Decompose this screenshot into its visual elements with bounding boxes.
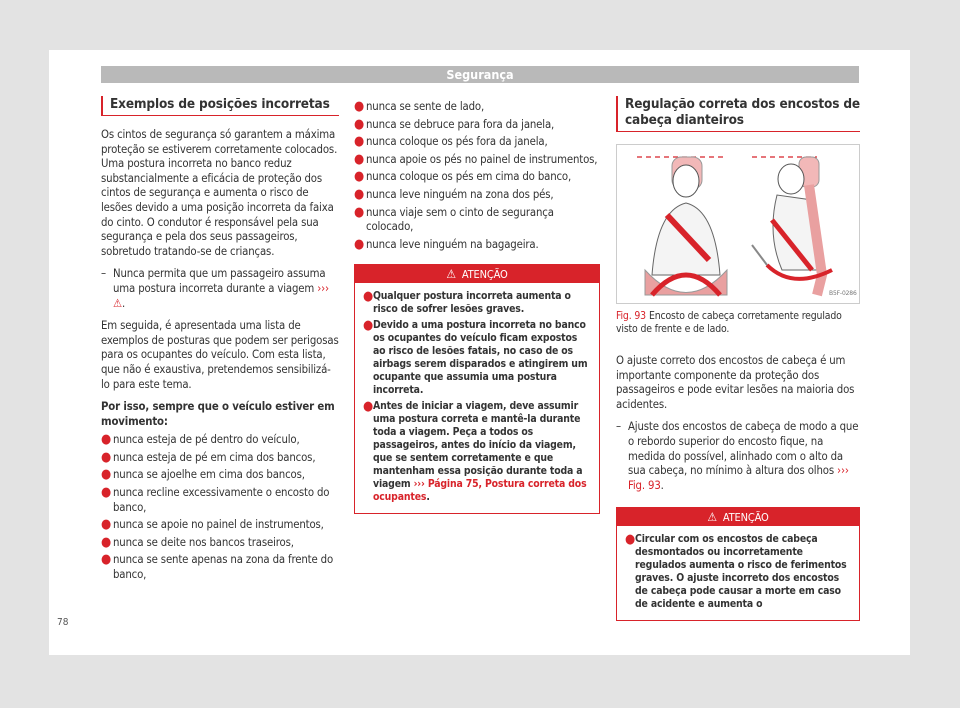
bullet-icon: ● xyxy=(363,289,374,305)
list-item: ● nunca coloque os pés fora da janela, xyxy=(354,134,548,150)
intro-paragraph: Os cintos de segurança só garantem a máxima proteção se estiverem corretamente colocados. Uma postura incorreta no banco reduz substancialmente a eficácia de proteção dos cintos de segurança e aumenta o risco de lesões devido a uma posição incorreta da faixa do cinto. O condutor é responsável pela sua segurança e pela dos seus passageiros, sobretudo tratando-se de crianças. xyxy=(101,128,338,258)
column-2 xyxy=(354,100,600,514)
headrest-illustration xyxy=(617,145,859,303)
warning-triangle-icon: ⚠ xyxy=(446,267,456,282)
warning-item: ● Devido a uma postura incorreta no banco os ocupantes do veículo ficam expostos ao risco de lesões fatais, no caso de os airbags serem disparados e atingirem um ocupante que assumia uma postura incorreta. xyxy=(363,318,588,397)
bullet-icon: ● xyxy=(101,517,112,533)
page-link[interactable]: Página 75, Postura correta dos ocupantes xyxy=(373,478,587,504)
bullet-icon: ● xyxy=(354,151,365,167)
body-paragraph: O ajuste correto dos encostos de cabeça é um importante componente da proteção dos passageiros e pode evitar lesões na maioria dos acidentes. xyxy=(616,354,855,411)
list-item: ● nunca se sente de lado, xyxy=(354,99,485,114)
bullet-icon: ● xyxy=(101,432,112,448)
list-item: ● nunca se ajoelhe em cima dos bancos, xyxy=(101,467,305,483)
bullet-icon: ● xyxy=(354,116,365,132)
figure-caption: Fig. 93 Encosto de cabeça corretamente regulado visto de frente e de lado. xyxy=(616,310,842,335)
figure-link[interactable]: Fig. 93 xyxy=(628,478,661,492)
reference-arrows[interactable]: ››› xyxy=(837,464,849,478)
bullet-icon: ● xyxy=(354,236,365,252)
bullet-list xyxy=(354,100,600,252)
list-item: ● nunca apoie os pés no painel de instrumentos, xyxy=(354,151,598,167)
warning-box xyxy=(616,507,860,621)
bullet-icon: ● xyxy=(354,99,365,114)
warning-body xyxy=(617,526,859,620)
bullet-icon: ● xyxy=(101,534,112,550)
warning-item: ● Qualquer postura incorreta aumenta o risco de sofrer lesões graves. xyxy=(363,289,571,316)
reference-arrows[interactable]: ››› xyxy=(317,281,329,295)
figure-headrest xyxy=(616,144,860,304)
bullet-icon: ● xyxy=(101,552,112,568)
column-3 xyxy=(616,96,860,621)
list-item: ● nunca viaje sem o cinto de segurança colocado, xyxy=(354,204,554,234)
warning-header: ⚠ ATENÇÃO xyxy=(355,265,599,283)
dash-item: – Ajuste dos encostos de cabeça de modo a que o rebordo superior do encosto fique, na medida do possível, alinhado com o alto da sua cabeça, no mínimo à altura dos olhos ››› Fig. 93. xyxy=(616,420,860,493)
warning-item: ● Circular com os encostos de cabeça desmontados ou incorretamente regulados aumenta o risco de ferimentos graves. O ajuste incorreto dos encostos de cabeça pode causar a morte em caso de acidente e aumenta o xyxy=(625,532,847,611)
list-item: ● nunca se debruce para fora da janela, xyxy=(354,116,555,132)
bullet-icon: ● xyxy=(625,532,636,548)
warning-triangle-icon[interactable]: ⚠ xyxy=(113,296,122,310)
dash-text: Nunca permita que um passageiro assuma uma postura incorreta durante a viagem xyxy=(113,267,326,295)
link-arrows[interactable]: ››› xyxy=(413,478,425,491)
bullet-icon: ● xyxy=(354,186,365,202)
warning-item: ● Antes de iniciar a viagem, deve assumir uma postura correta e mantê-la durante toda a viagem. Peça a todos os passageiros, antes do início da viagem, que se sentem corretamente e que mantenham essa posição durante toda a viagem ››› Página 75, Postura correta dos ocupantes. xyxy=(363,399,587,504)
warning-body xyxy=(355,283,599,513)
list-item: ● nunca se deite nos bancos traseiros, xyxy=(101,534,294,550)
page-header: Segurança xyxy=(101,66,859,83)
list-item: ● nunca coloque os pés em cima do banco, xyxy=(354,169,572,185)
list-item: ● nunca esteja de pé dentro do veículo, xyxy=(101,432,300,448)
warning-header: ⚠ ATENÇÃO xyxy=(617,508,859,526)
bold-intro: Por isso, sempre que o veículo estiver em movimento: xyxy=(101,400,335,428)
bullet-icon: ● xyxy=(354,134,365,150)
list-item: ● nunca recline excessivamente o encosto do banco, xyxy=(101,485,330,514)
dash-item: – Nunca permita que um passageiro assuma uma postura incorreta durante a viagem ››› ⚠. xyxy=(101,267,339,311)
section-title: Exemplos de posições incorretas xyxy=(101,96,339,116)
list-intro-paragraph: Em seguida, é apresentada uma lista de exemplos de posturas que podem ser perigosas para os ocupantes do veículo. Com esta lista, que não é exaustiva, pretendemos sensibilizá-lo para este tema. xyxy=(101,319,339,391)
bullet-list xyxy=(101,433,339,582)
list-item: ● nunca se sente apenas na zona da frente do banco, xyxy=(101,552,334,582)
list-item: ● nunca leve ninguém na zona dos pés, xyxy=(354,186,554,202)
figure-code: B5F-0286 xyxy=(829,290,857,297)
list-item: ● nunca se apoie no painel de instrumentos, xyxy=(101,517,324,533)
bullet-icon: ● xyxy=(354,169,365,185)
list-item: ● nunca leve ninguém na bagageira. xyxy=(354,236,539,252)
figure-label: Fig. 93 xyxy=(616,310,646,322)
bullet-icon: ● xyxy=(363,318,374,334)
page-number: 78 xyxy=(57,617,69,628)
bullet-icon: ● xyxy=(101,485,112,501)
section-title: Regulação correta dos encostos de cabeça dianteiros xyxy=(616,96,860,132)
bullet-icon: ● xyxy=(101,449,112,465)
bullet-icon: ● xyxy=(363,399,374,415)
warning-box xyxy=(354,264,600,514)
column-1 xyxy=(101,96,339,586)
bullet-icon: ● xyxy=(101,467,112,483)
warning-triangle-icon: ⚠ xyxy=(707,510,717,525)
list-item: ● nunca esteja de pé em cima dos bancos, xyxy=(101,449,316,465)
bullet-icon: ● xyxy=(354,204,365,220)
